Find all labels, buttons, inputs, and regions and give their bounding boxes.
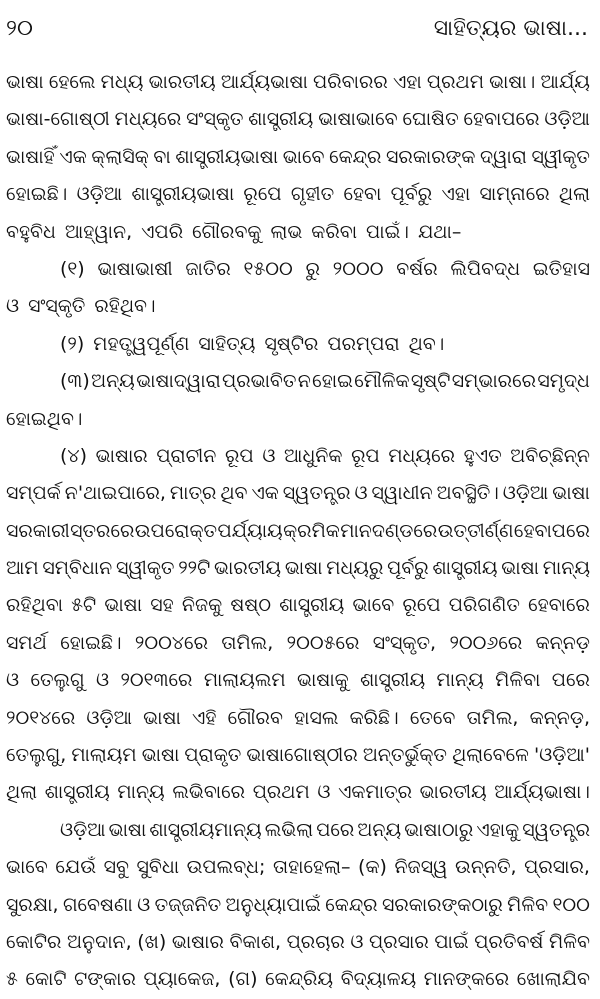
word: ଭାଷା। [489, 71, 536, 93]
word: କୋଟି [25, 968, 67, 991]
word: ହେବାପରେ [513, 519, 590, 542]
word: ଭାଷା-ଗୋଷ୍ଠୀ [6, 108, 110, 131]
word: (୩) [60, 370, 90, 393]
word: ମାନ୍ୟ [542, 557, 590, 580]
word: ୫ [6, 968, 18, 991]
word: ସମ୍ବିଧାନ [42, 557, 113, 580]
word: ଅନୁଦାନ, [67, 930, 132, 953]
word: ଉତ୍ତୀର୍ଣ୍ଣ [437, 519, 514, 542]
text-line [6, 513, 590, 550]
word: ୧୦୦ [552, 893, 590, 916]
word: ଶାସ୍ତ୍ରୀୟଭାଷା [131, 183, 235, 206]
word: ଭାଷା [143, 706, 181, 729]
text-line [6, 288, 590, 325]
word: ଭାବେ [352, 594, 395, 617]
word: ଲାଭ [270, 220, 303, 243]
word: ତାମିଲ, [221, 631, 274, 654]
word: ପ୍ରଥମ [426, 71, 484, 93]
word: 'ଓଡ଼ିଆ' [533, 744, 590, 767]
word: ରୂପ [351, 444, 380, 467]
word: ନ [297, 370, 311, 393]
word: ମହତ୍ତ୍ୱପୂର୍ଣ୍ଣ [93, 332, 190, 355]
word: ପାଇଁ। [366, 220, 409, 243]
word: ଅବିଚ୍ଛିନ୍ନ [510, 444, 590, 467]
word: ଜାତିର [185, 257, 231, 280]
word: ରହିଥିବା [6, 594, 63, 617]
word: ସଂସ୍କୃତ, [372, 631, 437, 654]
word: ପରେ [551, 669, 590, 692]
word: ଓ [317, 781, 331, 804]
word: ଭାଷାର [171, 930, 224, 953]
word: ମଧ୍ୟ [100, 71, 144, 93]
word: ପ୍ରସାର, [524, 856, 590, 879]
word: ଉପଲବ୍ଧ; [186, 856, 266, 879]
text-line [6, 363, 590, 400]
text-line [6, 64, 590, 101]
word: ଓ [262, 444, 276, 467]
word: ୨୦୧୩ରେ [120, 669, 193, 692]
word: ତେଲୁଗୁ [30, 669, 85, 692]
word: ଶାସ୍ତ୍ରୀୟ [44, 781, 110, 804]
word: ସମୃଦ୍ଧ [537, 370, 590, 393]
word: ପରିଗଣିତ [448, 594, 520, 617]
word: ଥିଲା [6, 781, 38, 804]
word: ହାସଲ [294, 706, 339, 729]
word: ନିଜକୁ [181, 594, 223, 617]
word: ଲଭିଲା [264, 818, 314, 841]
word: ମାନଙ୍କରେ [423, 968, 510, 991]
word: ମଧ୍ୟରୁ [326, 557, 384, 580]
word: ପର୍ଯ୍ୟାୟ [217, 519, 283, 542]
word: ଷଷ୍ଠ [230, 594, 272, 617]
word: ହୋଇଛି। [60, 631, 122, 654]
word: ଅନ୍ତର୍ଭୁକ୍ତ [362, 744, 447, 767]
word: ଗୌରବ [227, 706, 283, 729]
word: ସ୍ୱାଧୀନ [371, 482, 433, 505]
word: ଖୋଲାଯିବ [516, 968, 590, 991]
word: କେନ୍ଦ୍ର [325, 893, 378, 916]
body-text [6, 64, 590, 999]
word: ଭାରତୀୟ [419, 781, 487, 804]
word: (୪) [60, 444, 88, 467]
text-line [6, 214, 590, 251]
word: ସରକାରଙ୍କଠାରୁ [382, 893, 503, 916]
word: ଭାବେ [6, 856, 48, 879]
word: ତାମିଲ, [466, 706, 519, 729]
word: ଉପରୋକ୍ତ [134, 519, 218, 542]
word: ସହ [150, 594, 174, 617]
word: ଆର୍ଯ୍ୟଭାଷା [220, 71, 308, 93]
word: ପୂର୍ବରୁ [387, 557, 429, 580]
word: ପରମ୍ପରା [327, 332, 400, 355]
word: ମୌଳିକ [354, 370, 410, 393]
text-line [6, 737, 590, 774]
word: ୫ଟି [71, 594, 97, 617]
word: ସାହିତ୍ୟ [198, 332, 256, 355]
word: ୨୦୦୦ [332, 257, 384, 280]
word: ହୋଇଛି। [6, 183, 68, 206]
word: (କ) [358, 856, 387, 879]
text-line [6, 475, 590, 512]
word: ଭାଷାଭାବେ [318, 108, 398, 131]
word: ପ୍ରଚାର [286, 930, 345, 953]
word: ଥିଲା [558, 183, 590, 206]
word: ୨୨ଟି [178, 557, 211, 580]
word: ଓ [137, 893, 151, 916]
word: ଅନ୍ୟ [91, 370, 135, 393]
word: ସରକାରଙ୍କ [386, 145, 476, 168]
word: ଲଭିବାରେ [172, 781, 246, 804]
word: ମାତ୍ର [169, 482, 217, 505]
word: ମଧ୍ୟରେ [388, 444, 456, 467]
word: ଏକମାତ୍ର [338, 781, 412, 804]
word: ଓଡ଼ିଆ [502, 482, 549, 505]
word: ହୋଇ [312, 370, 353, 393]
text-line [6, 774, 590, 811]
word: ସ୍ତରରେ [70, 519, 135, 542]
word: ଶାସ୍ତ୍ରୀୟ [248, 108, 314, 131]
text-line [6, 924, 590, 961]
word: ମିଳିବ [507, 893, 549, 916]
text-line [6, 961, 590, 998]
word: ଘୋଷିତ [402, 108, 459, 131]
word: ସୁରକ୍ଷା, [6, 893, 59, 916]
word: ସ୍ୱୀକୃତ [531, 145, 590, 168]
word: ନିଜସ୍ୱ [394, 856, 448, 879]
word: ଶାସ୍ତ୍ରୀୟ [360, 669, 426, 692]
word: ଓ [6, 295, 20, 318]
word: ଆମ [6, 557, 39, 580]
word: ଦ୍ୱାରା [480, 145, 527, 168]
text-line [6, 326, 590, 363]
word: ବିଦ୍ୟାଳୟ [340, 968, 417, 991]
word: ଓଡ଼ିଆ [76, 183, 123, 206]
word: ହେବାରେ [528, 594, 590, 617]
word: ସମ୍ପର୍କ [6, 482, 61, 505]
word: ଗୌରବକୁ [192, 220, 262, 243]
word: ଗୃହୀତ [290, 183, 335, 206]
page-header [0, 0, 600, 60]
word: ଅନ୍ୟ [357, 818, 402, 841]
word: କରିଛି। [349, 706, 399, 729]
word: ଏକ [251, 482, 279, 505]
word: କେନ୍ଦ୍ରିୟ [265, 968, 334, 991]
word: ଏପରି [141, 220, 184, 243]
word: ପୂର୍ବରୁ [390, 183, 433, 206]
text-line [6, 662, 590, 699]
word: ଭାରତୀୟ [148, 71, 216, 93]
running-title: ସାହିତ୍ୟର ଭାଷା... [433, 16, 588, 41]
word: ଭାଷାଠାରୁ [404, 818, 474, 841]
word: ସମ୍ଭାରରେ [451, 370, 537, 393]
word: ଭାଷାଗୋଷ୍ଠୀର [246, 744, 358, 767]
word: ଶାସ୍ତ୍ରୀୟ [279, 594, 345, 617]
word: ଓ [354, 482, 368, 505]
page-number: ୨୦ [6, 16, 33, 41]
word: ଭାଷାକୁ [297, 669, 349, 692]
word: କରିବା [311, 220, 358, 243]
word: ଏହା [392, 71, 422, 93]
text-line [6, 139, 590, 176]
word: ଭାଷା [6, 71, 44, 93]
word: ସାମ୍ନାରେ [479, 183, 550, 206]
word: ଆହ୍ୱାନ, [64, 220, 133, 243]
word: (ଗ) [228, 968, 258, 991]
text-line [6, 849, 590, 886]
word: ଭାଷା [141, 744, 180, 767]
text-line [6, 625, 590, 662]
word: ଭାଷାଦ୍ୱାରା [136, 370, 221, 393]
word: ଲିପିବଦ୍ଧ [450, 257, 521, 280]
word: ଶାସ୍ତ୍ରୀୟଭାଷା [175, 145, 279, 168]
word: ଉନ୍ନତି, [455, 856, 517, 879]
word: ଭାଷାଭାଷୀ [97, 257, 173, 280]
word: ୨୦୦୬ରେ [449, 631, 523, 654]
word: ଆର୍ଯ୍ୟଭାଷା। [494, 781, 590, 804]
word: ପ୍ରଥମ [252, 781, 310, 804]
word: ବିକାଶ, [229, 930, 282, 953]
word: ଓଡ଼ିଆ [86, 706, 132, 729]
word: ଗବେଷଣା [62, 893, 133, 916]
word: ଯେଉଁ [55, 856, 97, 879]
word: ସୃଷ୍ଟିର [264, 332, 319, 355]
word: ପ୍ରାଚୀନ [156, 444, 217, 467]
text-line [6, 887, 590, 924]
word: ମିଳିବା [495, 669, 541, 692]
word: ଟଙ୍କାର [74, 968, 136, 991]
word: ପ୍ରତିବର୍ଷ [474, 930, 544, 953]
text-line [6, 550, 590, 587]
word: ପରେ [316, 818, 355, 841]
word: ସଂସ୍କୃତି [28, 295, 86, 318]
word: ହୁଏତ [463, 444, 502, 467]
word: ୧୫୦୦ [243, 257, 293, 280]
word: ତାହାହେଲା– [272, 856, 351, 879]
word: (ଖ) [137, 930, 167, 953]
word: ପାଇଁ [434, 930, 469, 953]
text-line [6, 176, 590, 213]
word: ତେଲୁଗୁ, [6, 744, 67, 767]
word: ଭାଷା [284, 557, 323, 580]
word: ୨୦୦୪ରେ [134, 631, 208, 654]
text-line [6, 438, 590, 475]
word: ସୃଷ୍ଟି [410, 370, 451, 393]
word: ଇତିହାସ [532, 257, 590, 280]
word: ଶାସ୍ତ୍ରୀୟ [432, 557, 498, 580]
word: ରୂପେ [402, 594, 441, 617]
word: ଅନୁଧ୍ୟାପାଇଁ [225, 893, 321, 916]
word: ମଧ୍ୟରେ [114, 108, 182, 131]
word: ଭାରତୀୟ [214, 557, 282, 580]
word: ସ୍ୱୀକୃତ [115, 557, 175, 580]
word: ଯଥା– [417, 220, 462, 243]
word: ତେବେ [409, 706, 456, 729]
word: ହେବା [343, 183, 382, 206]
word: ପ୍ରାକୃତ [184, 744, 242, 767]
word: ଭାଷା [552, 482, 590, 505]
word: ଭାବେ [282, 145, 325, 168]
word: ବର୍ଷର [396, 257, 438, 280]
word: ଭାଷାହିଁ [6, 145, 55, 168]
word: ହୋଇଥିବ। [6, 407, 83, 430]
word: ପ୍ରଭାବିତ [222, 370, 297, 393]
word: ଓଡ଼ିଆ [544, 108, 590, 131]
word: ରହିଥିବ। [94, 295, 156, 318]
word: ସୁବିଧା [136, 856, 180, 879]
word: ୨୦୦୫ରେ [286, 631, 360, 654]
word: ସରକାରୀ [6, 519, 70, 542]
word: ତଜ୍ଜନିତ [154, 893, 222, 916]
text-line [6, 251, 590, 288]
word: କ୍ରମିକ [283, 519, 340, 542]
text-line [6, 700, 590, 737]
word: ଆର୍ଯ୍ୟ [540, 71, 590, 93]
word: ମାନ୍ୟ [436, 669, 484, 692]
text-line [6, 401, 590, 438]
word: (୧) [60, 257, 85, 280]
word: ଏହା [441, 183, 471, 206]
word: ଓ [96, 669, 110, 692]
word: ୨୦୧୪ରେ [6, 706, 76, 729]
word: ଭାଷା [108, 818, 147, 841]
word: ପ୍ୟାକେଜ, [143, 968, 221, 991]
word: ସମର୍ଥ [6, 631, 47, 654]
word: ମାଲାୟମ [71, 744, 137, 767]
word: ରୂପେ [243, 183, 282, 206]
word: ରୂପ [225, 444, 254, 467]
text-line [6, 812, 590, 849]
word: ଏହାକୁ [476, 818, 520, 841]
word: ଅବସ୍ଥିତି। [436, 482, 499, 505]
word: ବା [153, 145, 171, 168]
word: ଓଡ଼ିଆ [60, 818, 106, 841]
word: ରୁ [305, 257, 320, 280]
word: ଓ [350, 930, 364, 953]
word: ଏହି [191, 706, 217, 729]
word: ସ୍ୱତନ୍ତ୍ର [522, 818, 590, 841]
word: କେନ୍ଦ୍ର [329, 145, 382, 168]
word: କ୍ଲାସିକ୍ [91, 145, 149, 168]
text-line [6, 101, 590, 138]
word: ହେବାପରେ [463, 108, 540, 131]
word: ଭାଷା [501, 557, 539, 580]
word: ନ'ଥାଇପାରେ, [64, 482, 166, 505]
word: ପ୍ରସାର [369, 930, 429, 953]
word: ଶାସ୍ତ୍ରୀୟମାନ୍ୟ [149, 818, 262, 841]
word: ସଂସ୍କୃତ [186, 108, 244, 131]
word: ଭାଷା [104, 594, 143, 617]
word: ହେଲେ [48, 71, 96, 93]
word: କନ୍ନଡ଼ [535, 631, 590, 654]
word: ବହୁବିଧ [6, 220, 56, 243]
word: ଏକ [59, 145, 87, 168]
text-line [6, 587, 590, 624]
word: କୋଟିର [6, 930, 62, 953]
word: ମାନଦଣ୍ଡରେ [340, 519, 438, 542]
word: ପରିବାରର [313, 71, 388, 93]
word: ଭାଷାର [95, 444, 148, 467]
word: ମାନ୍ୟ [117, 781, 165, 804]
word: ଥିଲାବେଳେ [452, 744, 529, 767]
word: ଓ [6, 669, 20, 692]
word: ଆଧୁନିକ [284, 444, 343, 467]
word: ମିଳିବ [549, 930, 590, 953]
word: ମାଲାୟଲମ [203, 669, 286, 692]
word: କନ୍ନଡ଼, [529, 706, 590, 729]
word: ସବୁ [103, 856, 129, 879]
word: ଥିବ। [408, 332, 445, 355]
word: ଥିବ [220, 482, 248, 505]
word: (୨) [60, 332, 85, 355]
word: ସ୍ୱତନ୍ତ୍ର [282, 482, 351, 505]
